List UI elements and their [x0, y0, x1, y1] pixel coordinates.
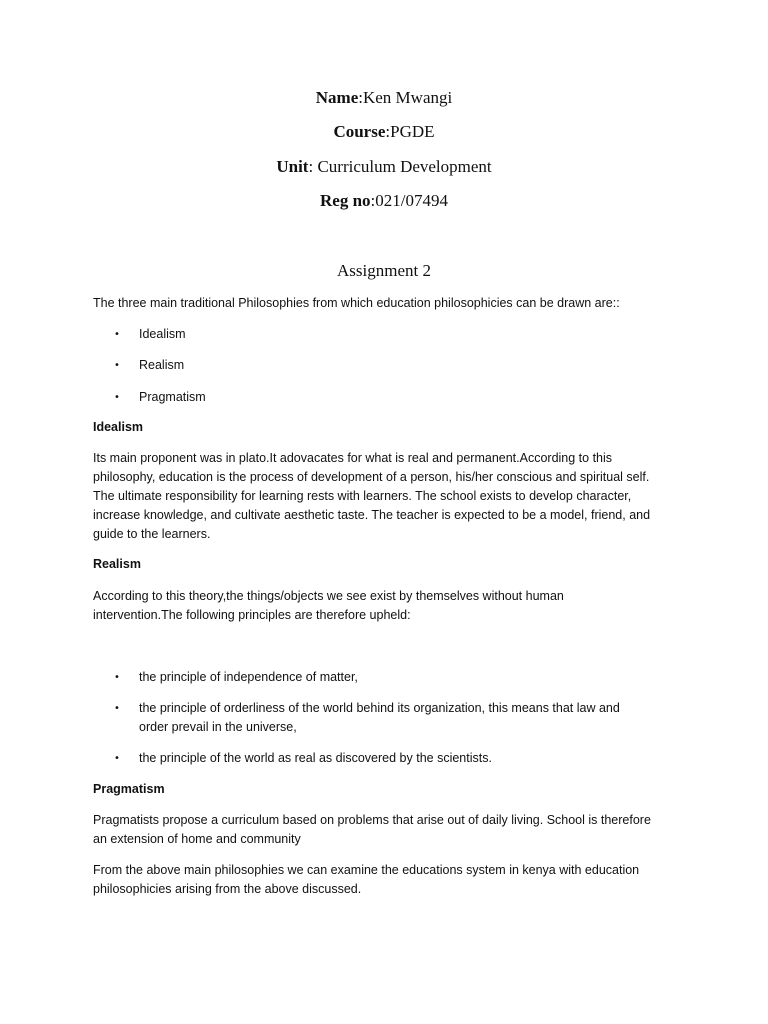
- intro-paragraph: The three main traditional Philosophies from which education philosophicies can be drawn are::: [93, 296, 620, 310]
- bullet-icon: •: [114, 329, 120, 340]
- paragraph-line: Its main proponent was in plato.It adovacates for what is real and permanent.According to this: [93, 451, 613, 465]
- course-line: [0, 122, 768, 142]
- reg-value: :021/07494: [370, 191, 448, 210]
- section-heading-idealism: Idealism: [93, 420, 144, 434]
- list-item-line: the principle of independence of matter,: [139, 670, 358, 684]
- section-heading-realism: Realism: [93, 557, 141, 571]
- list-item-line: the principle of the world as real as discovered by the scientists.: [139, 751, 492, 765]
- list-item: Pragmatism: [139, 390, 206, 404]
- paragraph-line: philosophicies arising from the above discussed.: [93, 882, 362, 896]
- name-value: :Ken Mwangi: [358, 88, 453, 107]
- paragraph-line: intervention.The following principles are therefore upheld:: [93, 608, 411, 622]
- paragraph-line: increase knowledge, and cultivate aesthetic taste. The teacher is expected to be a model, friend, and: [93, 508, 651, 522]
- list-item: Realism: [139, 358, 185, 372]
- list-item: [139, 668, 679, 687]
- paragraph-line: The ultimate responsibility for learning rests with learners. The school exists to develop character,: [93, 489, 632, 503]
- conclusion-paragraph: [93, 861, 693, 899]
- unit-line: [0, 157, 768, 177]
- list-item-line: order prevail in the universe,: [139, 720, 297, 734]
- course-label: Course: [333, 122, 386, 141]
- list-item: [139, 749, 679, 768]
- paragraph-line: philosophy, education is the process of development of a person, his/her conscious and spiritual self.: [93, 470, 650, 484]
- bullet-icon: •: [114, 753, 120, 764]
- paragraph-line: an extension of home and community: [93, 832, 301, 846]
- name-line: [0, 88, 768, 108]
- list-item: Idealism: [139, 327, 186, 341]
- pragmatism-paragraph: [93, 811, 693, 849]
- unit-label: Unit: [276, 157, 309, 176]
- assignment-title: Assignment 2: [337, 261, 431, 280]
- unit-value: : Curriculum Development: [308, 157, 492, 176]
- list-item: [139, 699, 679, 737]
- bullet-icon: •: [114, 672, 120, 683]
- paragraph-line: From the above main philosophies we can examine the educations system in kenya with education: [93, 863, 640, 877]
- bullet-icon: •: [114, 360, 120, 371]
- paragraph-line: According to this theory,the things/objects we see exist by themselves without human: [93, 589, 564, 603]
- bullet-icon: •: [114, 392, 120, 403]
- paragraph-line: Pragmatists propose a curriculum based on problems that arise out of daily living. School is therefore: [93, 813, 651, 827]
- paragraph-line: guide to the learners.: [93, 527, 211, 541]
- idealism-paragraph: [93, 449, 693, 544]
- reg-label: Reg no: [320, 191, 371, 210]
- list-item-line: the principle of orderliness of the world behind its organization, this means that law and: [139, 701, 620, 715]
- section-heading-pragmatism: Pragmatism: [93, 782, 165, 796]
- realism-paragraph: [93, 587, 693, 625]
- name-label: Name: [315, 88, 359, 107]
- course-value: :PGDE: [385, 122, 435, 141]
- reg-line: [0, 191, 768, 211]
- bullet-icon: •: [114, 703, 120, 714]
